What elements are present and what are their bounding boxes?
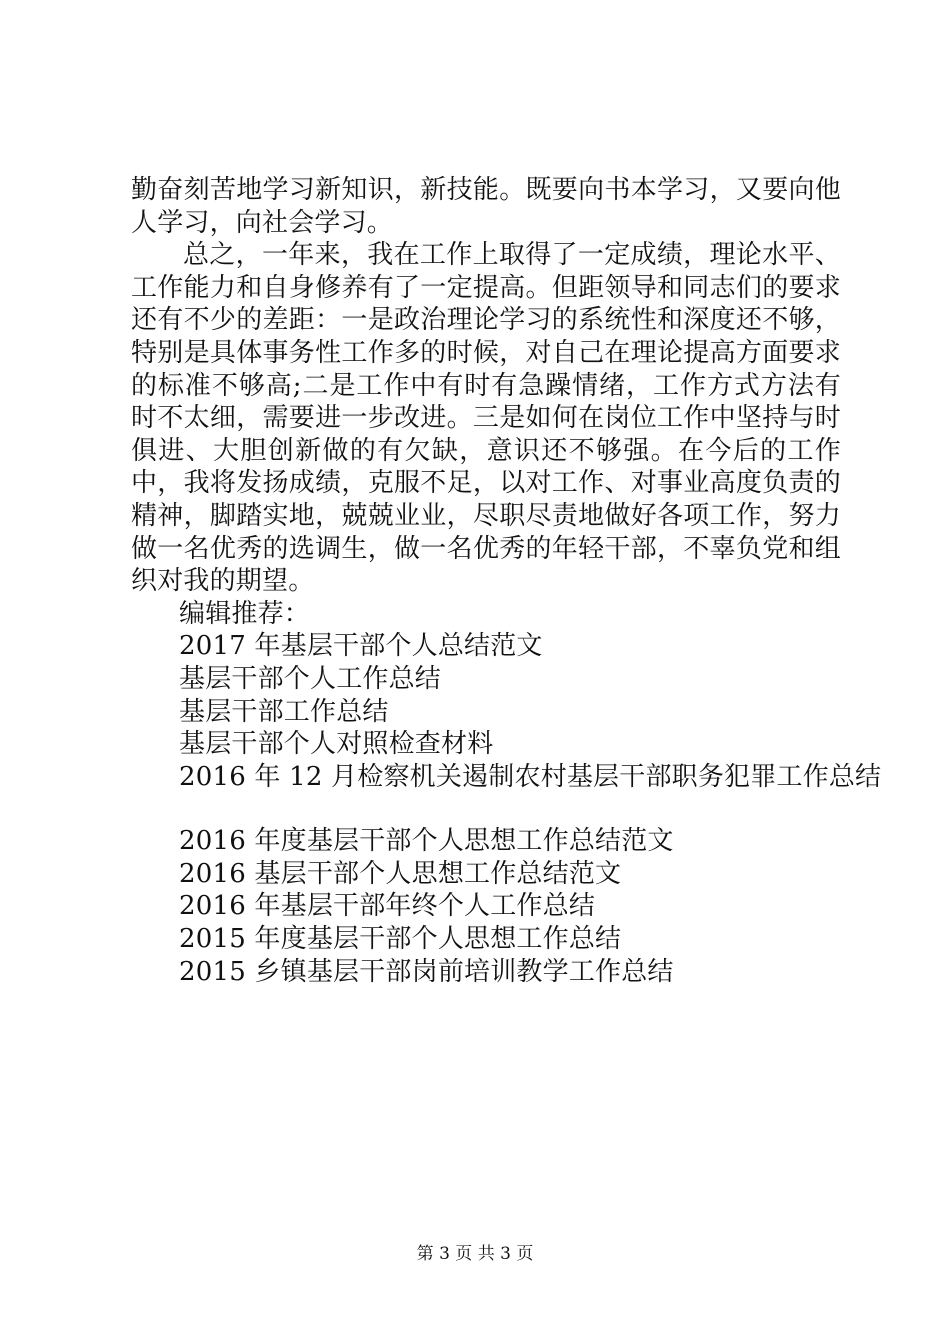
recommendation-link[interactable]: 2016 年度基层干部个人思想工作总结范文 <box>179 826 674 857</box>
recommendation-link[interactable]: 基层干部个人对照检查材料 <box>179 729 494 760</box>
recommendations-heading: 编辑推荐： <box>179 598 311 629</box>
recommendation-link[interactable]: 基层干部工作总结 <box>179 696 389 727</box>
recommendation-link[interactable]: 2015 乡镇基层干部岗前培训教学工作总结 <box>179 956 674 987</box>
paragraph-continuation: 勤奋刻苦地学习新知识，新技能。既要向书本学习，又要向他人学习，向社会学习。 <box>131 175 841 238</box>
page-footer: 第 3 页 共 3 页 <box>416 1244 534 1264</box>
recommendations-list <box>131 630 882 988</box>
recommendation-link[interactable]: 2015 年度基层干部个人思想工作总结 <box>179 924 622 955</box>
recommendation-link[interactable]: 2016 年基层干部年终个人工作总结 <box>179 891 596 922</box>
paragraph-summary: 总之，一年来，我在工作上取得了一定成绩，理论水平、工作能力和自身修养有了一定提高。但距领导和同志们的要求还有不少的差距：一是政治理论学习的系统性和深度还不够，特别是具体事务性工作多的时候，对自己在理论提高方面要求的标准不够高;二是工作中有时有急躁情绪，工作方式方法有时不太细，需要进一步改进。三是如何在岗位工作中坚持与时俱进、大胆创新做的有欠缺，意识还不够强。在今后的工作中，我将发扬成绩，克服不足，以对工作、对事业高度负责的精神，脚踏实地，兢兢业业，尽职尽责地做好各项工作，努力做一名优秀的选调生，做一名优秀的年轻干部，不辜负党和组织对我的期望。 <box>131 240 841 597</box>
recommendation-link[interactable]: 基层干部个人工作总结 <box>179 663 442 694</box>
document-body <box>131 174 882 988</box>
recommendation-link[interactable]: 2016 年 12 月检察机关遏制农村基层干部职务犯罪工作总结 <box>179 761 882 792</box>
recommendation-link[interactable]: 2017 年基层干部个人总结范文 <box>179 631 543 662</box>
recommendation-link[interactable]: 2016 基层干部个人思想工作总结范文 <box>179 858 622 889</box>
